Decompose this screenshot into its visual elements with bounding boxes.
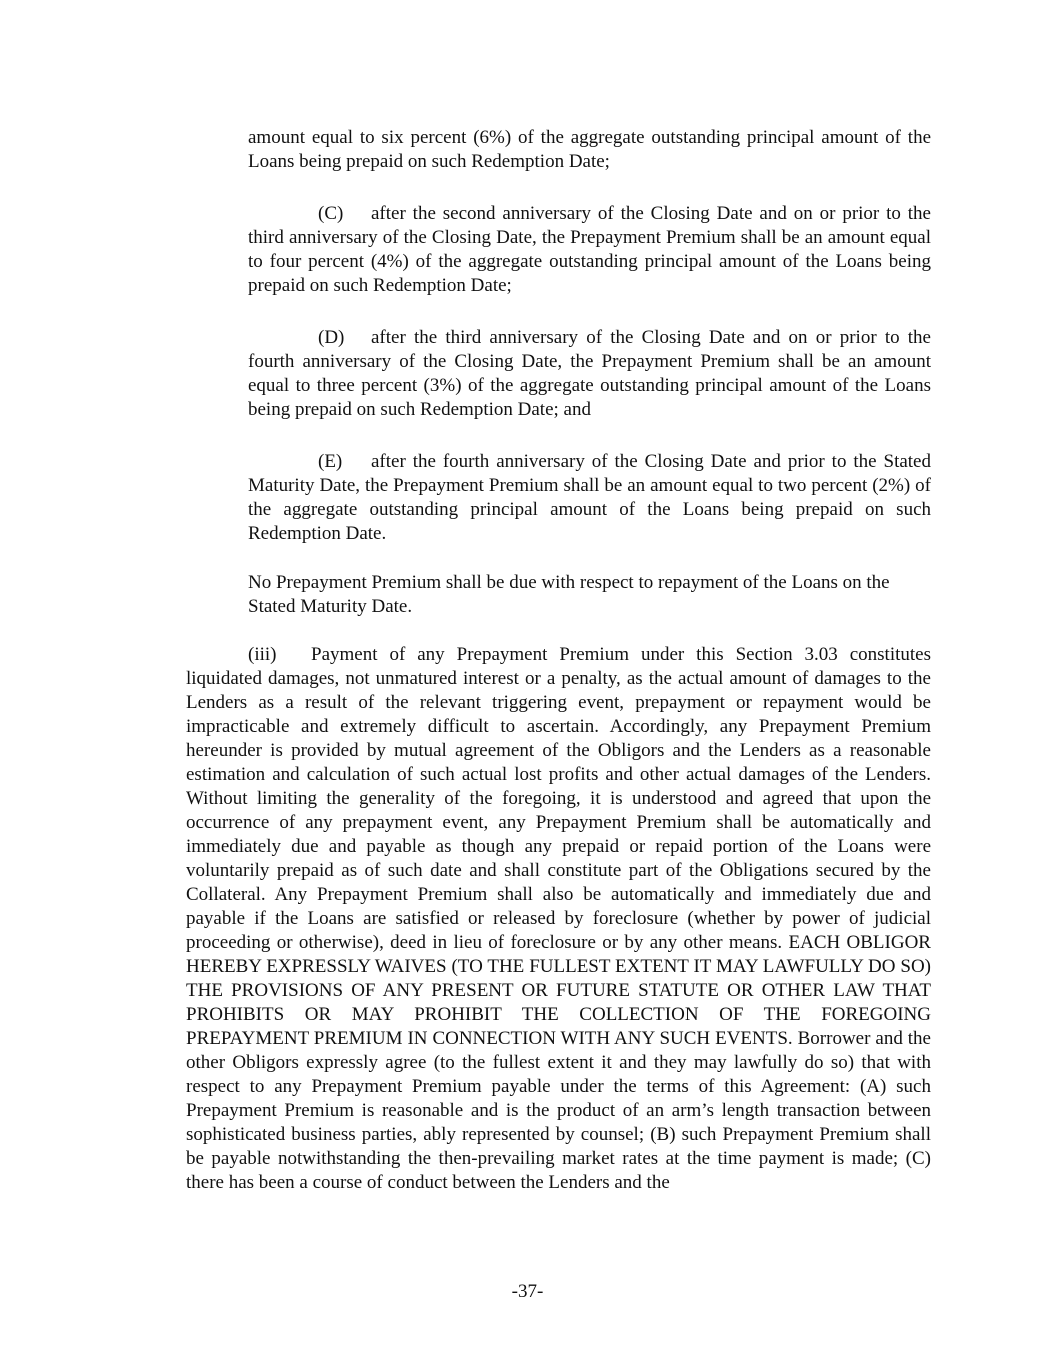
continuation-paragraph: amount equal to six percent (6%) of the aggregate outstanding principal amount of the Loans being prepaid on such Redemption Date; (248, 127, 931, 172)
clause-e-paragraph (248, 450, 931, 546)
clause-d-text: after the third anniversary of the Closing Date and on or prior to the fourth anniversary of the Closing Date, the Prepayment Premium shall be an amount equal to three percent (3%) of the aggregate outstanding principal amount of the Loans being prepaid on such Redemption Date; and (248, 327, 931, 420)
clause-c-paragraph (248, 202, 931, 298)
section-iii-paragraph (186, 643, 931, 1195)
clause-d-paragraph (248, 326, 931, 422)
clause-d-marker: (D) (318, 327, 345, 348)
clause-e-marker: (E) (318, 451, 343, 472)
section-iii-text: Payment of any Prepayment Premium under this Section 3.03 constitutes liquidated damages, not unmatured interest or a penalty, as the actual amount of damages to the Lenders as a result of the relevant triggering event, prepayment or repayment would be impracticable and extremely difficult to ascertain. Accordingly, any Prepayment Premium hereunder is provided by mutual agreement of the Obligors and the Lenders as a reasonable estimation and calculation of such actual lost profits and other actual damages of the Lenders. Without limiting the generality of the foregoing, it is understood and agreed that upon the occurrence of any prepayment event, any Prepayment Premium shall be automatically and immediately due and payable as though any prepaid or repaid portion of the Loans were voluntarily prepaid as of such date and shall constitute part of the Obligations secured by the Collateral. Any Prepayment Premium shall also be automatically and immediately due and payable if the Loans are satisfied or released by foreclosure (whether by power of judicial proceeding or otherwise), deed in lieu of foreclosure or by any other means. EACH OBLIGOR HEREBY EXPRESSLY WAIVES (TO THE FULLEST EXTENT IT MAY LAWFULLY DO SO) THE PROVISIONS OF ANY PRESENT OR FUTURE STATUTE OR OTHER LAW THAT PROHIBITS OR MAY PROHIBIT THE COLLECTION OF THE FOREGOING PREPAYMENT PREMIUM IN CONNECTION WITH ANY SUCH EVENTS. Borrower and the other Obligors expressly agree (to the fullest extent it and they may lawfully do so) that with respect to any Prepayment Premium payable under the terms of this Agreement: (A) such Prepayment Premium is reasonable and is the product of an arm’s length transaction between sophisticated business parties, ably represented by counsel; (B) such Prepayment Premium shall be payable notwithstanding the then-prevailing market rates at the time payment is made; (C) there has been a course of conduct between the Lenders and the (186, 644, 931, 1193)
page-number: -37- (511, 1281, 544, 1302)
clause-c-text: after the second anniversary of the Closing Date and on or prior to the third anniversary of the Closing Date, the Prepayment Premium shall be an amount equal to four percent (4%) of the aggregate outstanding principal amount of the Loans being prepaid on such Redemption Date; (248, 203, 931, 296)
section-iii-marker: (iii) (248, 644, 277, 665)
no-premium-paragraph: No Prepayment Premium shall be due with respect to repayment of the Loans on the Stated Maturity Date. (248, 572, 890, 617)
clause-e-text: after the fourth anniversary of the Closing Date and prior to the Stated Maturity Date, the Prepayment Premium shall be an amount equal to two percent (2%) of the aggregate outstanding principal amount of the Loans being prepaid on such Redemption Date. (248, 451, 931, 544)
clause-c-marker: (C) (318, 203, 344, 224)
